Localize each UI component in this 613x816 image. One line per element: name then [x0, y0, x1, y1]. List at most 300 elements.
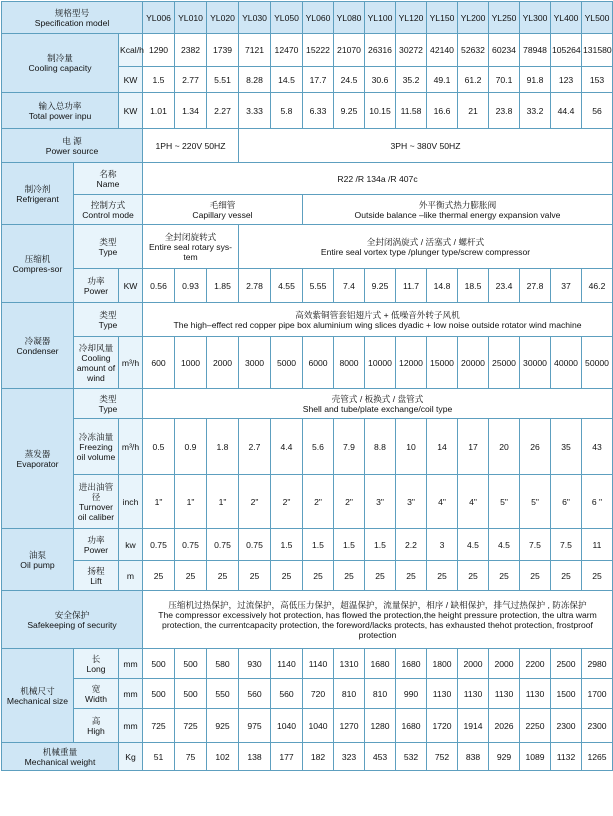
value-cell: 500 — [143, 679, 175, 709]
value-cell: 1.34 — [175, 93, 207, 129]
evaporator-type-value-cn: 壳管式 / 板换式 / 盘管式 — [331, 393, 424, 404]
value-cell: 0.5 — [143, 419, 175, 475]
value-cell: 40000 — [551, 337, 582, 389]
compressor-label-cn: 压缩机 — [24, 253, 51, 264]
value-cell: 2.77 — [175, 67, 207, 93]
model-cell: YL100 — [365, 2, 396, 34]
value-cell: 1700 — [582, 679, 613, 709]
value-cell: 810 — [334, 679, 365, 709]
value-cell: 20000 — [458, 337, 489, 389]
specification-table — [1, 1, 613, 771]
value-cell: 500 — [175, 649, 207, 679]
value-cell: 9.25 — [334, 93, 365, 129]
evaporator-type-label — [74, 389, 143, 419]
value-cell: 2" — [303, 475, 334, 529]
power-source-label-cn: 电 源 — [62, 135, 82, 146]
value-cell: 0.75 — [143, 529, 175, 561]
model-cell: YL006 — [143, 2, 175, 34]
compressor-vortex — [239, 225, 613, 269]
evaporator-type-value-en: Shell and tube/plate exchange/coil type — [302, 403, 453, 414]
value-cell: 33.2 — [520, 93, 551, 129]
size-high-row — [2, 709, 613, 743]
value-cell: 42140 — [427, 34, 458, 67]
total-power-label-cn: 输入总功率 — [38, 100, 82, 111]
value-cell: 14.8 — [427, 269, 458, 303]
mechanical-size-en: Mechanical size — [6, 695, 69, 706]
condenser-type-value — [143, 303, 613, 337]
value-cell: 2" — [334, 475, 365, 529]
value-cell: 52632 — [458, 34, 489, 67]
value-cell: 2382 — [175, 34, 207, 67]
capillary-en: Capillary vessel — [192, 209, 253, 220]
value-cell: 25 — [396, 561, 427, 591]
compressor-type-label — [74, 225, 143, 269]
value-cell: 105264 — [551, 34, 582, 67]
value-cell: 25000 — [489, 337, 520, 389]
value-cell: 15000 — [427, 337, 458, 389]
value-cell: 560 — [239, 679, 271, 709]
cooling-air-cn: 冷却风量 — [78, 342, 114, 353]
value-cell: 8.8 — [365, 419, 396, 475]
pump-power-en: Power — [83, 544, 109, 555]
value-cell: 15222 — [303, 34, 334, 67]
value-cell: 929 — [489, 743, 520, 771]
oil-caliber-en: Turnover oil caliber — [77, 501, 115, 522]
value-cell: 1.5 — [303, 529, 334, 561]
refrigerant-name-label — [74, 163, 143, 195]
value-cell: 925 — [207, 709, 239, 743]
model-cell: YL020 — [207, 2, 239, 34]
value-cell: 1000 — [175, 337, 207, 389]
oil-pump-label-cn: 油泵 — [28, 549, 47, 560]
value-cell: 990 — [396, 679, 427, 709]
value-cell: 78948 — [520, 34, 551, 67]
value-cell: 23.4 — [489, 269, 520, 303]
value-cell: 930 — [239, 649, 271, 679]
value-cell: 3 — [427, 529, 458, 561]
value-cell: 838 — [458, 743, 489, 771]
unit-cell: KW — [119, 93, 143, 129]
value-cell: 4.5 — [489, 529, 520, 561]
value-cell: 3" — [365, 475, 396, 529]
value-cell: 1" — [207, 475, 239, 529]
value-cell: 1.5 — [334, 529, 365, 561]
model-cell: YL250 — [489, 2, 520, 34]
value-cell: 25 — [271, 561, 303, 591]
value-cell: 1680 — [396, 649, 427, 679]
cooling-label-cn: 制冷量 — [47, 53, 73, 63]
value-cell: 61.2 — [458, 67, 489, 93]
value-cell: 21 — [458, 93, 489, 129]
value-cell: 0.93 — [175, 269, 207, 303]
value-cell: 7.5 — [520, 529, 551, 561]
pump-power-cn: 功率 — [87, 534, 105, 545]
value-cell: 7.9 — [334, 419, 365, 475]
value-cell: 453 — [365, 743, 396, 771]
value-cell: 3.33 — [239, 93, 271, 129]
size-long-row — [2, 649, 613, 679]
value-cell: 1130 — [427, 679, 458, 709]
value-cell: 25 — [520, 561, 551, 591]
value-cell: 30272 — [396, 34, 427, 67]
model-cell: YL200 — [458, 2, 489, 34]
evaporator-oil-row — [2, 419, 613, 475]
value-cell: 17 — [458, 419, 489, 475]
compressor-type-en: Type — [98, 246, 118, 257]
value-cell: 50000 — [582, 337, 613, 389]
value-cell: 20 — [489, 419, 520, 475]
expansion-valve-cn: 外平衡式热力膨胀阀 — [418, 199, 497, 210]
refrigerant-label-en: Refrigerant — [16, 193, 59, 204]
value-cell: 1.5 — [143, 67, 175, 93]
size-width-en: Width — [85, 693, 107, 704]
header-label-cn: 规格型号 — [54, 7, 90, 18]
value-cell: 1.5 — [365, 529, 396, 561]
compressor-power-cn: 功率 — [87, 275, 105, 286]
value-cell: 5000 — [271, 337, 303, 389]
refrigerant-name-value: R22 /R 134a /R 407c — [143, 163, 613, 195]
value-cell: 46.2 — [582, 269, 613, 303]
value-cell: 4.5 — [458, 529, 489, 561]
value-cell: 25 — [334, 561, 365, 591]
safety-label-en: Safekeeping of security — [27, 619, 117, 630]
value-cell: 6.33 — [303, 93, 334, 129]
size-long-en: Long — [86, 663, 106, 674]
expansion-valve-en: Outside balance –like thermal energy expansion valve — [354, 209, 561, 220]
value-cell: 0.9 — [175, 419, 207, 475]
header-label-en: Specification model — [34, 17, 110, 28]
header-label — [2, 2, 143, 34]
value-cell: 1290 — [143, 34, 175, 67]
value-cell: 4" — [427, 475, 458, 529]
value-cell: 532 — [396, 743, 427, 771]
value-cell: 1265 — [582, 743, 613, 771]
evaporator-type-value — [143, 389, 613, 419]
compressor-label — [2, 225, 74, 303]
value-cell: 0.56 — [143, 269, 175, 303]
refrigerant-label-cn: 制冷剂 — [24, 183, 51, 194]
model-cell: YL060 — [303, 2, 334, 34]
value-cell: 2300 — [582, 709, 613, 743]
compressor-type-cn: 类型 — [99, 236, 117, 247]
value-cell: 1" — [175, 475, 207, 529]
refrigerant-name-row — [2, 163, 613, 195]
value-cell: 1680 — [365, 649, 396, 679]
value-cell: 5.55 — [303, 269, 334, 303]
value-cell: 75 — [175, 743, 207, 771]
value-cell: 35.2 — [396, 67, 427, 93]
power-source-row — [2, 129, 613, 163]
value-cell: 0.75 — [239, 529, 271, 561]
value-cell: 1280 — [365, 709, 396, 743]
unit-cell: m³/h — [119, 419, 143, 475]
value-cell: 1130 — [458, 679, 489, 709]
value-cell: 91.8 — [520, 67, 551, 93]
value-cell: 4" — [458, 475, 489, 529]
model-cell: YL080 — [334, 2, 365, 34]
freezing-oil-en: Freezing oil volume — [76, 441, 116, 462]
value-cell: 580 — [207, 649, 239, 679]
value-cell: 12470 — [271, 34, 303, 67]
header-row — [2, 2, 613, 34]
value-cell: 1500 — [551, 679, 582, 709]
unit-cell: mm — [119, 709, 143, 743]
oil-caliber-label — [74, 475, 119, 529]
value-cell: 2000 — [489, 649, 520, 679]
model-cell: YL400 — [551, 2, 582, 34]
value-cell: 21070 — [334, 34, 365, 67]
value-cell: 1130 — [520, 679, 551, 709]
evaporator-label — [2, 389, 74, 529]
total-power-label-en: Total power inpu — [28, 110, 92, 121]
condenser-type-en: Type — [98, 319, 118, 330]
unit-cell: m — [119, 561, 143, 591]
value-cell: 3000 — [239, 337, 271, 389]
size-high-label — [74, 709, 119, 743]
value-cell: 1140 — [271, 649, 303, 679]
value-cell: 725 — [175, 709, 207, 743]
value-cell: 550 — [207, 679, 239, 709]
value-cell: 102 — [207, 743, 239, 771]
weight-row — [2, 743, 613, 771]
refrigerant-control-row — [2, 195, 613, 225]
value-cell: 6" — [551, 475, 582, 529]
evaporator-label-cn: 蒸发器 — [24, 448, 51, 459]
value-cell: 3" — [396, 475, 427, 529]
value-cell: 2" — [239, 475, 271, 529]
value-cell: 2.2 — [396, 529, 427, 561]
model-cell: YL500 — [582, 2, 613, 34]
freezing-oil-cn: 冷冻油量 — [78, 431, 114, 442]
unit-cell: mm — [119, 679, 143, 709]
value-cell: 6 " — [582, 475, 613, 529]
value-cell: 17.7 — [303, 67, 334, 93]
value-cell: 11.58 — [396, 93, 427, 129]
evaporator-type-en: Type — [98, 403, 118, 414]
mechanical-size-cn: 机械尺寸 — [20, 685, 55, 696]
value-cell: 752 — [427, 743, 458, 771]
evaporator-type-cn: 类型 — [99, 393, 117, 404]
value-cell: 725 — [143, 709, 175, 743]
model-cell: YL030 — [239, 2, 271, 34]
value-cell: 1" — [143, 475, 175, 529]
value-cell: 182 — [303, 743, 334, 771]
value-cell: 2.27 — [207, 93, 239, 129]
value-cell: 43 — [582, 419, 613, 475]
value-cell: 25 — [427, 561, 458, 591]
value-cell: 131580 — [582, 34, 613, 67]
compressor-type-row — [2, 225, 613, 269]
value-cell: 7.5 — [551, 529, 582, 561]
value-cell: 2500 — [551, 649, 582, 679]
value-cell: 1040 — [303, 709, 334, 743]
value-cell: 24.5 — [334, 67, 365, 93]
value-cell: 1089 — [520, 743, 551, 771]
size-high-en: High — [87, 725, 105, 736]
value-cell: 4.4 — [271, 419, 303, 475]
oil-pump-label — [2, 529, 74, 591]
unit-cell: Kg — [119, 743, 143, 771]
value-cell: 11.7 — [396, 269, 427, 303]
power-source-3ph: 3PH ~ 380V 50HZ — [239, 129, 613, 163]
value-cell: 25 — [551, 561, 582, 591]
value-cell: 2980 — [582, 649, 613, 679]
value-cell: 2026 — [489, 709, 520, 743]
value-cell: 44.4 — [551, 93, 582, 129]
rotary-cn: 全封闭旋转式 — [164, 231, 217, 242]
value-cell: 2250 — [520, 709, 551, 743]
value-cell: 23.8 — [489, 93, 520, 129]
capillary-cn: 毛细管 — [209, 199, 236, 210]
pump-power-row — [2, 529, 613, 561]
value-cell: 1720 — [427, 709, 458, 743]
value-cell: 56 — [582, 93, 613, 129]
evaporator-type-row — [2, 389, 613, 419]
safety-row — [2, 591, 613, 649]
pump-power-label — [74, 529, 119, 561]
control-capillary — [143, 195, 303, 225]
value-cell: 1040 — [271, 709, 303, 743]
value-cell: 70.1 — [489, 67, 520, 93]
value-cell: 7121 — [239, 34, 271, 67]
value-cell: 10.15 — [365, 93, 396, 129]
value-cell: 1140 — [303, 649, 334, 679]
evaporator-pipe-row — [2, 475, 613, 529]
unit-cell: inch — [119, 475, 143, 529]
value-cell: 10 — [396, 419, 427, 475]
value-cell: 1270 — [334, 709, 365, 743]
pump-lift-en: Lift — [90, 575, 102, 586]
total-power-row — [2, 93, 613, 129]
value-cell: 1800 — [427, 649, 458, 679]
freezing-oil-label — [74, 419, 119, 475]
value-cell: 26 — [520, 419, 551, 475]
value-cell: 1914 — [458, 709, 489, 743]
value-cell: 25 — [143, 561, 175, 591]
value-cell: 9.25 — [365, 269, 396, 303]
value-cell: 1132 — [551, 743, 582, 771]
condenser-type-row — [2, 303, 613, 337]
value-cell: 10000 — [365, 337, 396, 389]
value-cell: 5.8 — [271, 93, 303, 129]
value-cell: 7.4 — [334, 269, 365, 303]
size-long-cn: 长 — [91, 653, 101, 664]
value-cell: 0.75 — [175, 529, 207, 561]
condenser-air-row — [2, 337, 613, 389]
unit-cell: KW — [119, 269, 143, 303]
value-cell: 60234 — [489, 34, 520, 67]
value-cell: 5" — [489, 475, 520, 529]
control-expansion-valve — [303, 195, 613, 225]
value-cell: 8000 — [334, 337, 365, 389]
compressor-rotary — [143, 225, 239, 269]
unit-cell: kw — [119, 529, 143, 561]
control-mode-cn: 控制方式 — [90, 199, 126, 210]
value-cell: 51 — [143, 743, 175, 771]
value-cell: 2300 — [551, 709, 582, 743]
value-cell: 35 — [551, 419, 582, 475]
value-cell: 177 — [271, 743, 303, 771]
condenser-type-cn: 类型 — [99, 309, 117, 320]
total-power-label — [2, 93, 119, 129]
value-cell: 18.5 — [458, 269, 489, 303]
value-cell: 27.8 — [520, 269, 551, 303]
value-cell: 1.85 — [207, 269, 239, 303]
value-cell: 16.6 — [427, 93, 458, 129]
value-cell: 5" — [520, 475, 551, 529]
value-cell: 500 — [175, 679, 207, 709]
compressor-power-en: Power — [83, 285, 109, 296]
rotary-en: Entire seal rotary sys-tem — [148, 241, 233, 262]
model-cell: YL050 — [271, 2, 303, 34]
refrigerant-name-cn: 名称 — [99, 168, 117, 179]
model-cell: YL300 — [520, 2, 551, 34]
oil-pump-label-en: Oil pump — [20, 559, 55, 570]
power-source-1ph: 1PH ~ 220V 50HZ — [143, 129, 239, 163]
evaporator-label-en: Evaporator — [16, 458, 59, 469]
value-cell: 25 — [582, 561, 613, 591]
unit-cell: m³/h — [119, 337, 143, 389]
value-cell: 25 — [458, 561, 489, 591]
value-cell: 2000 — [458, 649, 489, 679]
pump-lift-label — [74, 561, 119, 591]
size-long-label — [74, 649, 119, 679]
mechanical-weight-en: Mechanical weight — [24, 756, 96, 767]
value-cell: 25 — [303, 561, 334, 591]
value-cell: 1310 — [334, 649, 365, 679]
value-cell: 720 — [303, 679, 334, 709]
value-cell: 153 — [582, 67, 613, 93]
refrigerant-label — [2, 163, 74, 225]
value-cell: 2200 — [520, 649, 551, 679]
size-width-label — [74, 679, 119, 709]
value-cell: 2.78 — [239, 269, 271, 303]
safety-text — [143, 591, 613, 649]
value-cell: 25 — [239, 561, 271, 591]
value-cell: 6000 — [303, 337, 334, 389]
control-mode-en: Control mode — [82, 209, 134, 220]
value-cell: 2000 — [207, 337, 239, 389]
value-cell: 14.5 — [271, 67, 303, 93]
refrigerant-name-en: Name — [96, 178, 120, 189]
unit-cell: mm — [119, 649, 143, 679]
value-cell: 810 — [365, 679, 396, 709]
cooling-capacity-label — [2, 34, 119, 93]
cooling-air-label — [74, 337, 119, 389]
safety-label-cn: 安全保护 — [54, 609, 90, 620]
value-cell: 14 — [427, 419, 458, 475]
value-cell: 25 — [175, 561, 207, 591]
pump-lift-row — [2, 561, 613, 591]
value-cell: 11 — [582, 529, 613, 561]
mechanical-weight-label — [2, 743, 119, 771]
value-cell: 1.5 — [271, 529, 303, 561]
value-cell: 4.55 — [271, 269, 303, 303]
value-cell: 30.6 — [365, 67, 396, 93]
vortex-cn: 全封闭涡旋式 / 活塞式 / 螺杆式 — [366, 236, 485, 247]
value-cell: 2.7 — [239, 419, 271, 475]
value-cell: 560 — [271, 679, 303, 709]
power-source-label — [2, 129, 143, 163]
safety-label — [2, 591, 143, 649]
value-cell: 26316 — [365, 34, 396, 67]
condenser-type-label — [74, 303, 143, 337]
mechanical-weight-cn: 机械重量 — [42, 746, 78, 757]
value-cell: 25 — [365, 561, 396, 591]
condenser-label-cn: 冷凝器 — [24, 335, 51, 346]
model-cell: YL010 — [175, 2, 207, 34]
unit-cell: Kcal/h — [119, 34, 143, 67]
